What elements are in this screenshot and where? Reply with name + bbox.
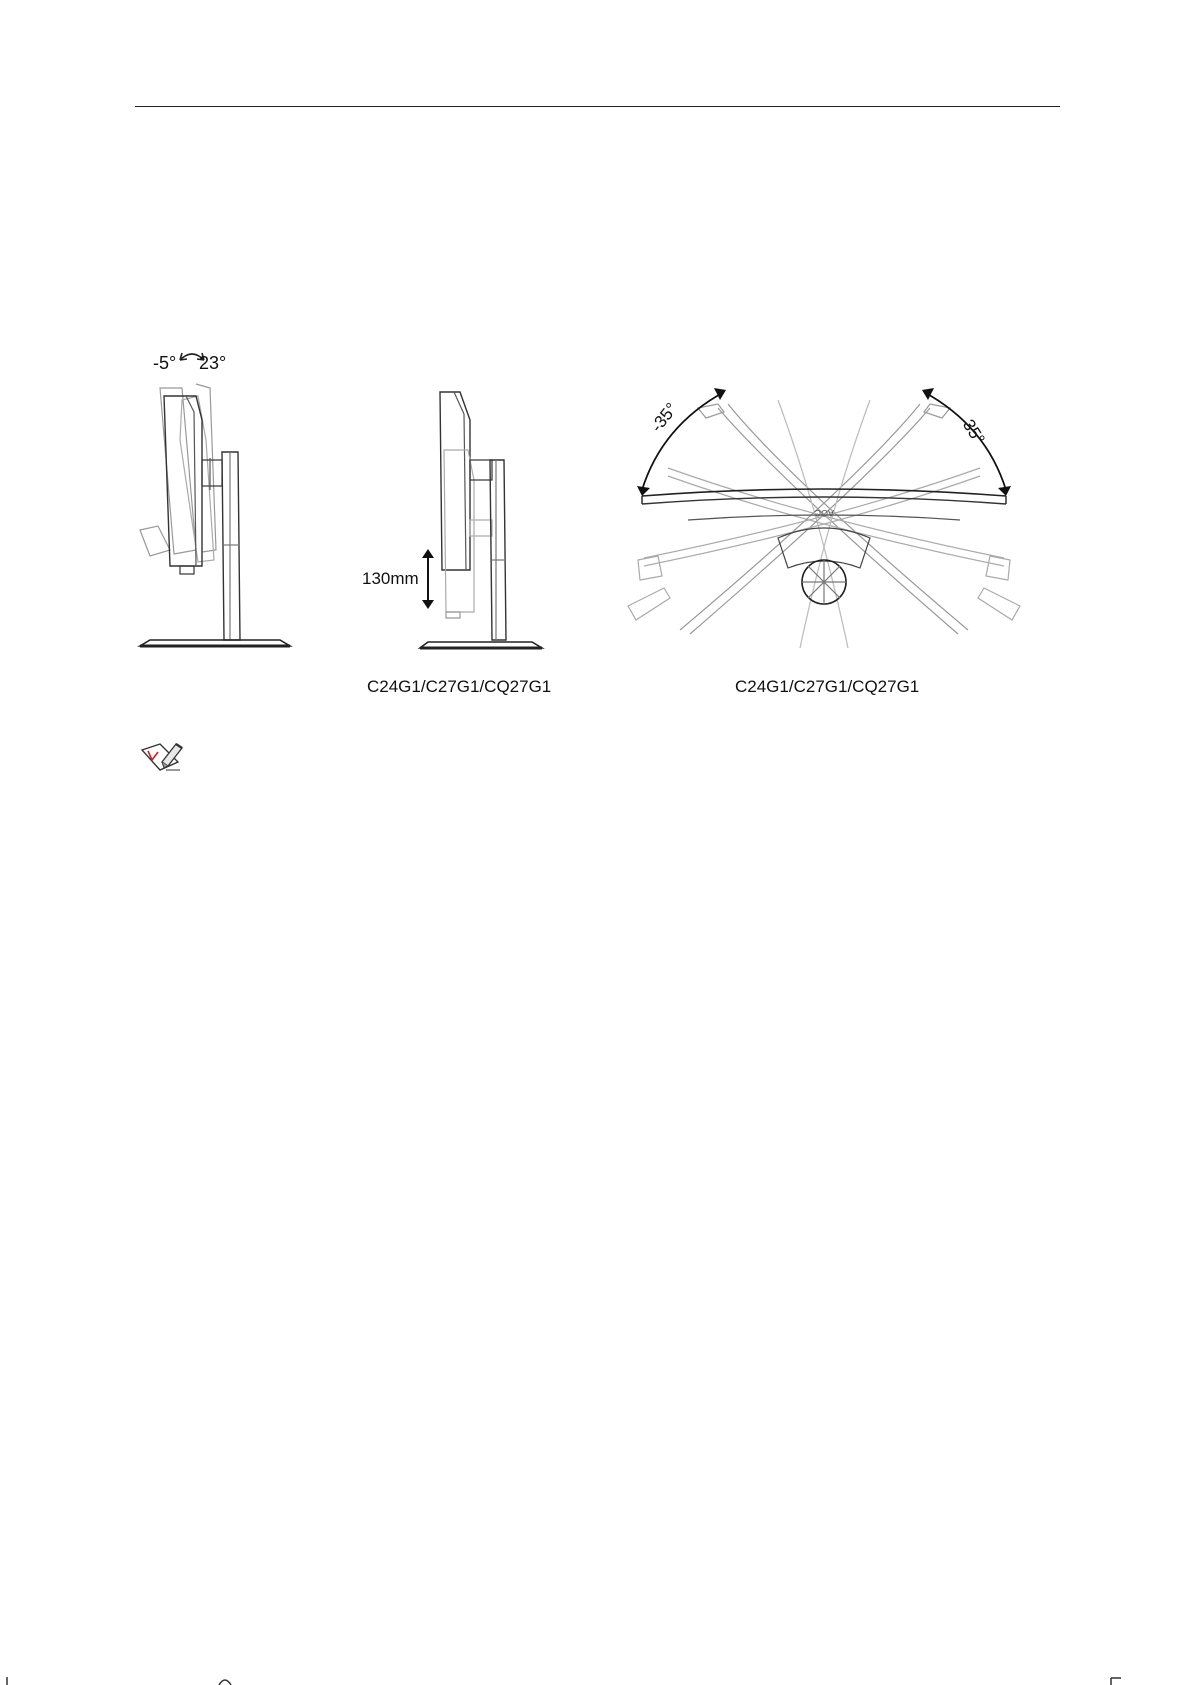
swivel-right-label: 35° bbox=[958, 416, 989, 448]
swivel-figure bbox=[628, 398, 1020, 656]
swivel-left-label: -35° bbox=[647, 399, 682, 436]
swivel-illustration bbox=[628, 398, 1020, 656]
note-pencil-icon bbox=[140, 740, 186, 776]
double-arrow-icon bbox=[421, 548, 435, 610]
tilt-min-label: -5° bbox=[153, 353, 177, 373]
height-range-label: 130mm bbox=[362, 569, 419, 588]
tilt-figure bbox=[140, 340, 300, 655]
header-rule bbox=[135, 106, 1060, 107]
height-illustration bbox=[420, 390, 550, 655]
swivel-figure-caption: C24G1/C27G1/CQ27G1 bbox=[735, 677, 920, 696]
tilt-illustration bbox=[140, 340, 300, 655]
height-figure-caption: C24G1/C27G1/CQ27G1 bbox=[367, 677, 552, 696]
footer-mark-left bbox=[6, 1677, 14, 1685]
svg-text:AOC: AOC bbox=[814, 508, 834, 518]
height-figure bbox=[420, 390, 550, 655]
tilt-max-label: 23° bbox=[199, 353, 227, 373]
footer-mark-right bbox=[1110, 1677, 1122, 1685]
footer-mark-center bbox=[218, 1677, 232, 1685]
height-arrow bbox=[421, 548, 435, 610]
